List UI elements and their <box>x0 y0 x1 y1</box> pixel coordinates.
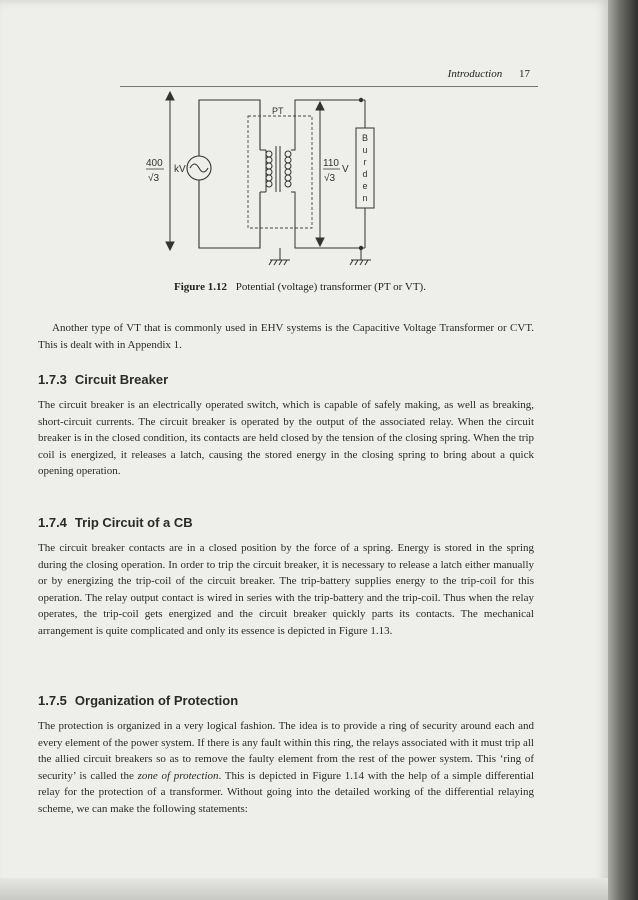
page-bottom-edge <box>0 878 610 900</box>
ground-symbol-left <box>269 248 290 265</box>
left-voltage-denominator: √3 <box>148 173 160 184</box>
section-title: Trip Circuit of a CB <box>74 515 193 530</box>
right-voltage-unit: V <box>342 164 349 175</box>
section-number: 1.7.5 <box>38 693 67 708</box>
chapter-title: Introduction <box>447 68 503 80</box>
burden-letter: r <box>363 157 367 167</box>
section-body-part: The protection is organized in a very logical fashion. The idea is to provide a ring of security around each and every element of the power system. If there is any fault within this ring, the relays associated with it must trip all the allied circuit breakers so as to remove the faulty element from the rest of the power system. This ‘ring of security’ is called the <box>38 720 534 782</box>
burden-letter: d <box>362 169 368 179</box>
right-voltage-value: 110 <box>323 158 339 169</box>
left-voltage-unit: kV <box>174 164 186 175</box>
figure-label: Figure 1.12 <box>174 281 227 293</box>
ac-source-symbol <box>187 156 211 180</box>
section-body-1-7-5 <box>38 718 534 818</box>
transformer-core <box>276 146 280 192</box>
intro-paragraph <box>38 320 534 353</box>
section-heading-1-7-3 <box>38 372 168 387</box>
terminal-dot-top <box>359 98 363 102</box>
section-title: Organization of Protection <box>74 693 239 708</box>
left-voltage-arrow <box>166 92 174 250</box>
burden-letter: B <box>361 133 369 143</box>
section-heading-1-7-5 <box>38 693 238 708</box>
intro-paragraph-text: Another type of VT that is commonly used in EHV systems is the Capacitive Voltage Transformer or CVT. This is dealt with in Appendix 1. <box>38 322 534 351</box>
figure-caption <box>60 281 540 293</box>
section-title: Circuit Breaker <box>74 372 169 387</box>
figure-caption-text: Potential (voltage) transformer (PT or VT). <box>235 281 426 293</box>
right-voltage-arrow <box>316 102 324 246</box>
burden-letter: e <box>362 181 368 191</box>
primary-winding <box>260 150 272 192</box>
book-binding-edge <box>608 0 638 900</box>
left-voltage-value: 400 <box>146 158 163 169</box>
burden-letter: u <box>362 145 368 155</box>
burden-label <box>362 133 368 203</box>
section-body-part: . This is depicted in Figure 1.14 with the help of a simple differential relay for the protection of a transformer. Without going into the detailed working of the differential relaying scheme, we can make the following statements: <box>38 769 534 815</box>
primary-wiring <box>199 100 260 248</box>
section-number: 1.7.3 <box>38 372 67 387</box>
right-voltage-denominator: √3 <box>324 173 336 184</box>
burden-letter: n <box>362 193 368 203</box>
section-body-1-7-4: The circuit breaker contacts are in a closed position by the force of a spring. Energy is stored in the spring during the closing operation. In order to trip the circuit breaker, it is necessary to release a latch either manually or by energizing the trip-coil of the circuit breaker. The trip-battery supplies energy to the trip-coil for this operation. The relay output contact is wired in series with the trip-battery and the trip-coil. Thus when the relay operates, the trip-coil gets energized and the circuit breaker quickly parts its contacts. The mechanical arrangement is quite complicated and only its essence is depicted in Figure 1.13. <box>38 542 534 637</box>
zone-of-protection-emphasis: zone of protection <box>137 769 219 782</box>
ground-symbol-right <box>350 248 371 265</box>
running-header <box>200 68 530 80</box>
section-heading-1-7-4 <box>38 515 193 530</box>
header-rule <box>120 86 538 87</box>
pt-circuit-diagram <box>130 88 420 278</box>
pt-label: PT <box>272 106 284 116</box>
section-body-1-7-3: The circuit breaker is an electrically operated switch, which is capable of safely making, as well as breaking, short-circuit currents. The circuit breaker is operated by the output of the associated relay. When the circuit breaker is in the closed condition, its contacts are held closed by the tension of the closing spring. When the trip coil is energized, it releases a latch, causing the stored energy in the closing spring to bring about a quick opening operation. <box>38 399 534 478</box>
section-number: 1.7.4 <box>38 515 67 530</box>
page-number: 17 <box>519 68 530 80</box>
